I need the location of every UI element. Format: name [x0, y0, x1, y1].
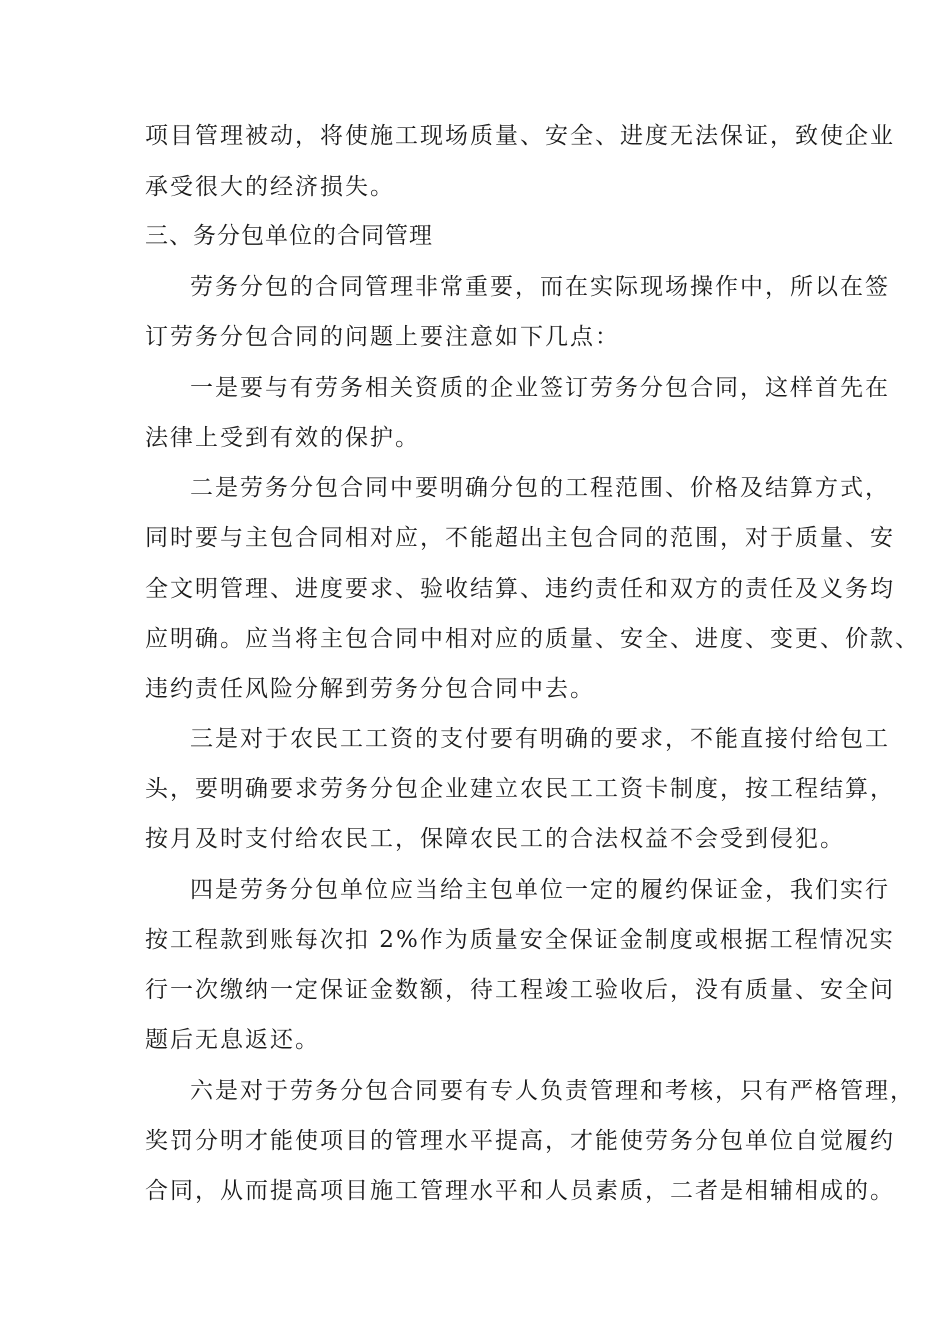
- paragraph-line: 六是对于劳务分包合同要有专人负责管理和考核，只有严格管理，: [190, 1078, 915, 1104]
- paragraph-line: 按工程款到账每次扣 2%作为质量安全保证金制度或根据工程情况实: [145, 927, 895, 953]
- paragraph-line: 头，要明确要求劳务分包企业建立农民工工资卡制度，按工程结算，: [145, 776, 895, 802]
- paragraph-line: 按月及时支付给农民工，保障农民工的合法权益不会受到侵犯。: [145, 826, 845, 852]
- paragraph-line: 全文明管理、进度要求、验收结算、违约责任和双方的责任及义务均: [145, 576, 895, 602]
- paragraph-line: 奖罚分明才能使项目的管理水平提高，才能使劳务分包单位自觉履约: [145, 1128, 895, 1154]
- paragraph-line: 三是对于农民工工资的支付要有明确的要求，不能直接付给包工: [190, 726, 890, 752]
- paragraph-line: 四是劳务分包单位应当给主包单位一定的履约保证金，我们实行: [190, 877, 890, 903]
- paragraph-line: 违约责任风险分解到劳务分包合同中去。: [145, 676, 595, 702]
- paragraph-line: 一是要与有劳务相关资质的企业签订劳务分包合同，这样首先在: [190, 375, 890, 401]
- paragraph-line: 劳务分包的合同管理非常重要，而在实际现场操作中，所以在签: [190, 274, 890, 300]
- section-heading: 三、务分包单位的合同管理: [145, 223, 433, 249]
- paragraph-line: 同时要与主包合同相对应，不能超出主包合同的范围，对于质量、安: [145, 525, 895, 551]
- paragraph-line: 应明确。应当将主包合同中相对应的质量、安全、进度、变更、价款、: [145, 626, 920, 652]
- paragraph-line: 题后无息返还。: [145, 1027, 320, 1053]
- paragraph-line: 二是劳务分包合同中要明确分包的工程范围、价格及结算方式，: [190, 475, 890, 501]
- paragraph-line: 行一次缴纳一定保证金数额，待工程竣工验收后，没有质量、安全问: [145, 977, 895, 1003]
- paragraph-line: 合同，从而提高项目施工管理水平和人员素质，二者是相辅相成的。: [145, 1178, 895, 1204]
- paragraph-line: 订劳务分包合同的问题上要注意如下几点：: [145, 324, 620, 350]
- paragraph-line: 承受很大的经济损失。: [145, 174, 395, 200]
- paragraph-line: 项目管理被动，将使施工现场质量、安全、进度无法保证，致使企业: [145, 123, 895, 149]
- paragraph-line: 法律上受到有效的保护。: [145, 425, 420, 451]
